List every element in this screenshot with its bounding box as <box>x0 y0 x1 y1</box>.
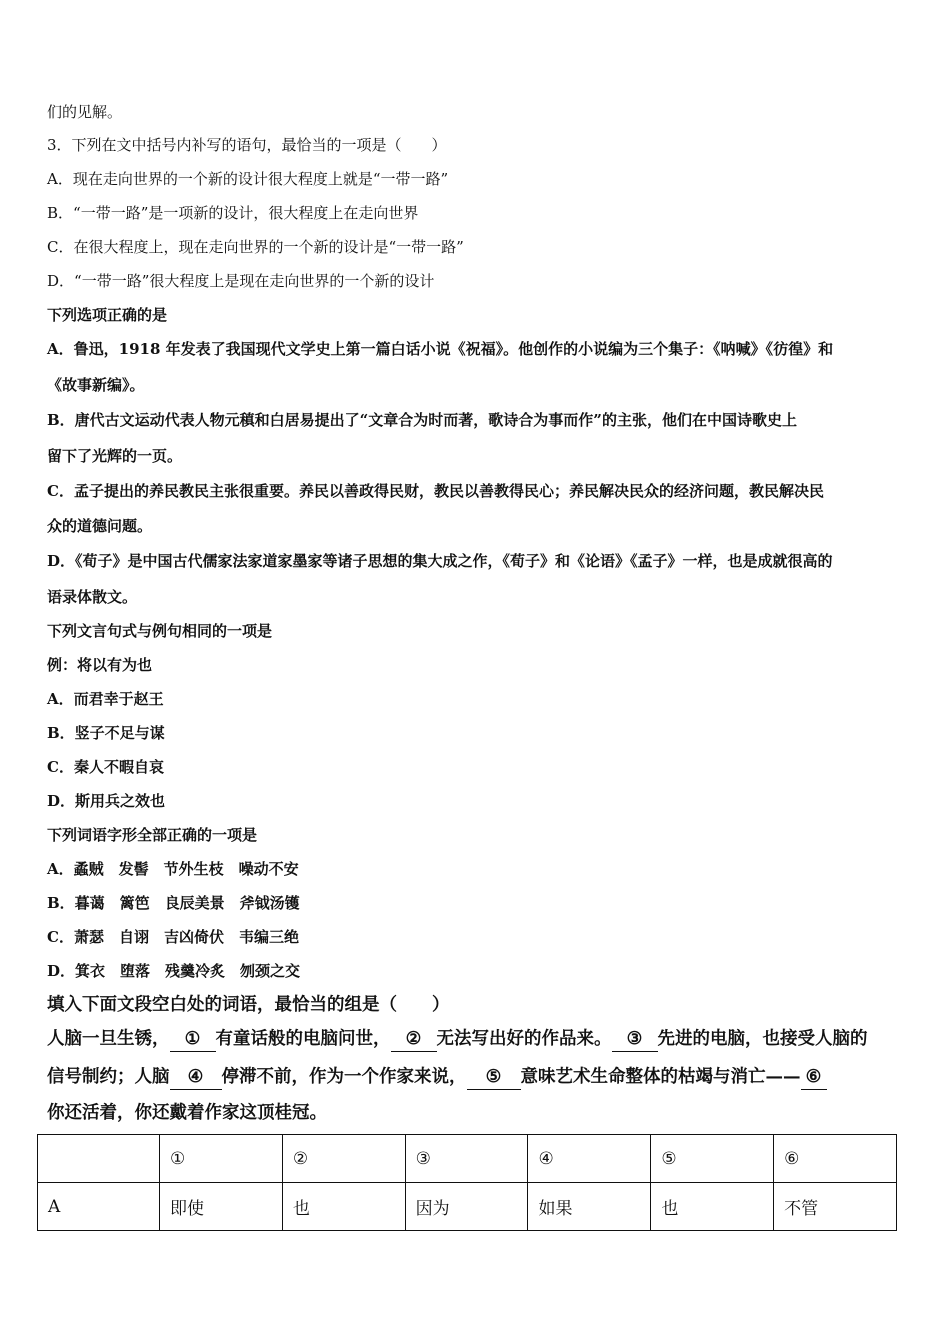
question-5-option-b: B．竖子不足与谋 <box>47 724 165 742</box>
table-cell: 也 <box>282 1183 405 1231</box>
question-4-stem: 下列选项正确的是 <box>47 306 168 324</box>
question-4-option-c-cont: 众的道德问题。 <box>47 517 153 535</box>
question-6-option-b: B．暮蔼 篱笆 良辰美景 斧钺汤镬 <box>47 894 300 912</box>
table-header-cell: ② <box>282 1135 405 1183</box>
blank-4: ④ <box>170 1065 222 1090</box>
blank-1: ① <box>170 1027 216 1052</box>
passage-text: 意味艺术生命整体的枯竭与消亡—— <box>520 1067 801 1087</box>
table-header-row <box>38 1135 897 1183</box>
blank-6: ⑥ <box>801 1065 827 1090</box>
question-4-option-b: B．唐代古文运动代表人物元稹和白居易提出了“文章合为时而著，歌诗合为事而作”的主张，他们在中国诗歌史上 <box>47 411 797 429</box>
table-cell: 因为 <box>405 1183 528 1231</box>
passage-text: 停滞不前，作为一个作家来说， <box>221 1067 467 1087</box>
question-3-stem: 3．下列在文中括号内补写的语句，最恰当的一项是（ ） <box>47 136 447 154</box>
blank-5: ⑤ <box>467 1065 521 1090</box>
question-6-option-c: C．萧瑟 自诩 吉凶倚伏 韦编三绝 <box>47 928 299 946</box>
question-4-option-d: D．《荀子》是中国古代儒家法家道家墨家等诸子思想的集大成之作，《荀子》和《论语》《孟子》一样，也是成就很高的 <box>47 552 833 570</box>
question-3-option-c: C．在很大程度上，现在走向世界的一个新的设计是“一带一路” <box>47 238 464 256</box>
text-line: 们的见解。 <box>47 103 123 121</box>
passage-text: 有童话般的电脑问世， <box>215 1029 391 1049</box>
table-row <box>38 1183 897 1231</box>
table-cell: 即使 <box>160 1183 283 1231</box>
question-4-option-d-cont: 语录体散文。 <box>47 588 138 606</box>
question-7-passage-line-1 <box>47 1027 868 1052</box>
question-5-stem: 下列文言句式与例句相同的一项是 <box>47 622 273 640</box>
passage-text: 先进的电脑，也接受人脑的 <box>657 1029 868 1049</box>
question-7-passage-line-2 <box>47 1065 827 1090</box>
table-cell: A <box>38 1183 160 1231</box>
question-4-option-b-cont: 留下了光辉的一页。 <box>47 447 183 465</box>
blank-2: ② <box>391 1027 437 1052</box>
question-6-option-a: A．蟊贼 发髻 节外生枝 噪动不安 <box>47 860 299 878</box>
table-header-cell: ③ <box>405 1135 528 1183</box>
table-header-cell: ⑤ <box>651 1135 774 1183</box>
table-header-cell: ① <box>160 1135 283 1183</box>
passage-text: 信号制约；人脑 <box>47 1067 170 1087</box>
table-header-cell <box>38 1135 160 1183</box>
question-6-option-d: D．箕衣 堕落 残羹冷炙 刎颈之交 <box>47 962 301 980</box>
question-7-passage-line-3: 你还活着，你还戴着作家这顶桂冠。 <box>47 1103 327 1123</box>
question-5-option-d: D．斯用兵之效也 <box>47 792 166 810</box>
answer-table <box>37 1134 897 1231</box>
question-3-option-a: A．现在走向世界的一个新的设计很大程度上就是“一带一路” <box>47 170 449 188</box>
question-3-option-b: B．“一带一路”是一项新的设计，很大程度上在走向世界 <box>47 204 419 222</box>
blank-3: ③ <box>612 1027 658 1052</box>
table-header-cell: ⑥ <box>774 1135 897 1183</box>
table-cell: 如果 <box>528 1183 651 1231</box>
question-4-option-c: C．孟子提出的养民教民主张很重要。养民以善政得民财，教民以善教得民心；养民解决民众的经济问题，教民解决民 <box>47 482 824 500</box>
question-5-example: 例：将以有为也 <box>47 656 153 674</box>
table-header-cell: ④ <box>528 1135 651 1183</box>
question-7-stem: 填入下面文段空白处的词语，最恰当的组是（ ） <box>47 995 450 1015</box>
passage-text: 无法写出好的作品来。 <box>436 1029 612 1049</box>
question-5-option-c: C．秦人不暇自哀 <box>47 758 164 776</box>
question-4-option-a: A．鲁迅，1918 年发表了我国现代文学史上第一篇白话小说《祝福》。他创作的小说编为三个集子：《呐喊》《彷徨》和 <box>47 340 834 358</box>
question-4-option-a-cont: 《故事新编》。 <box>47 376 145 394</box>
question-6-stem: 下列词语字形全部正确的一项是 <box>47 826 258 844</box>
question-3-option-d: D．“一带一路”很大程度上是现在走向世界的一个新的设计 <box>47 272 435 290</box>
table-cell: 也 <box>651 1183 774 1231</box>
passage-text: 人脑一旦生锈， <box>47 1029 170 1049</box>
question-5-option-a: A．而君幸于赵王 <box>47 690 164 708</box>
table-cell: 不管 <box>774 1183 897 1231</box>
